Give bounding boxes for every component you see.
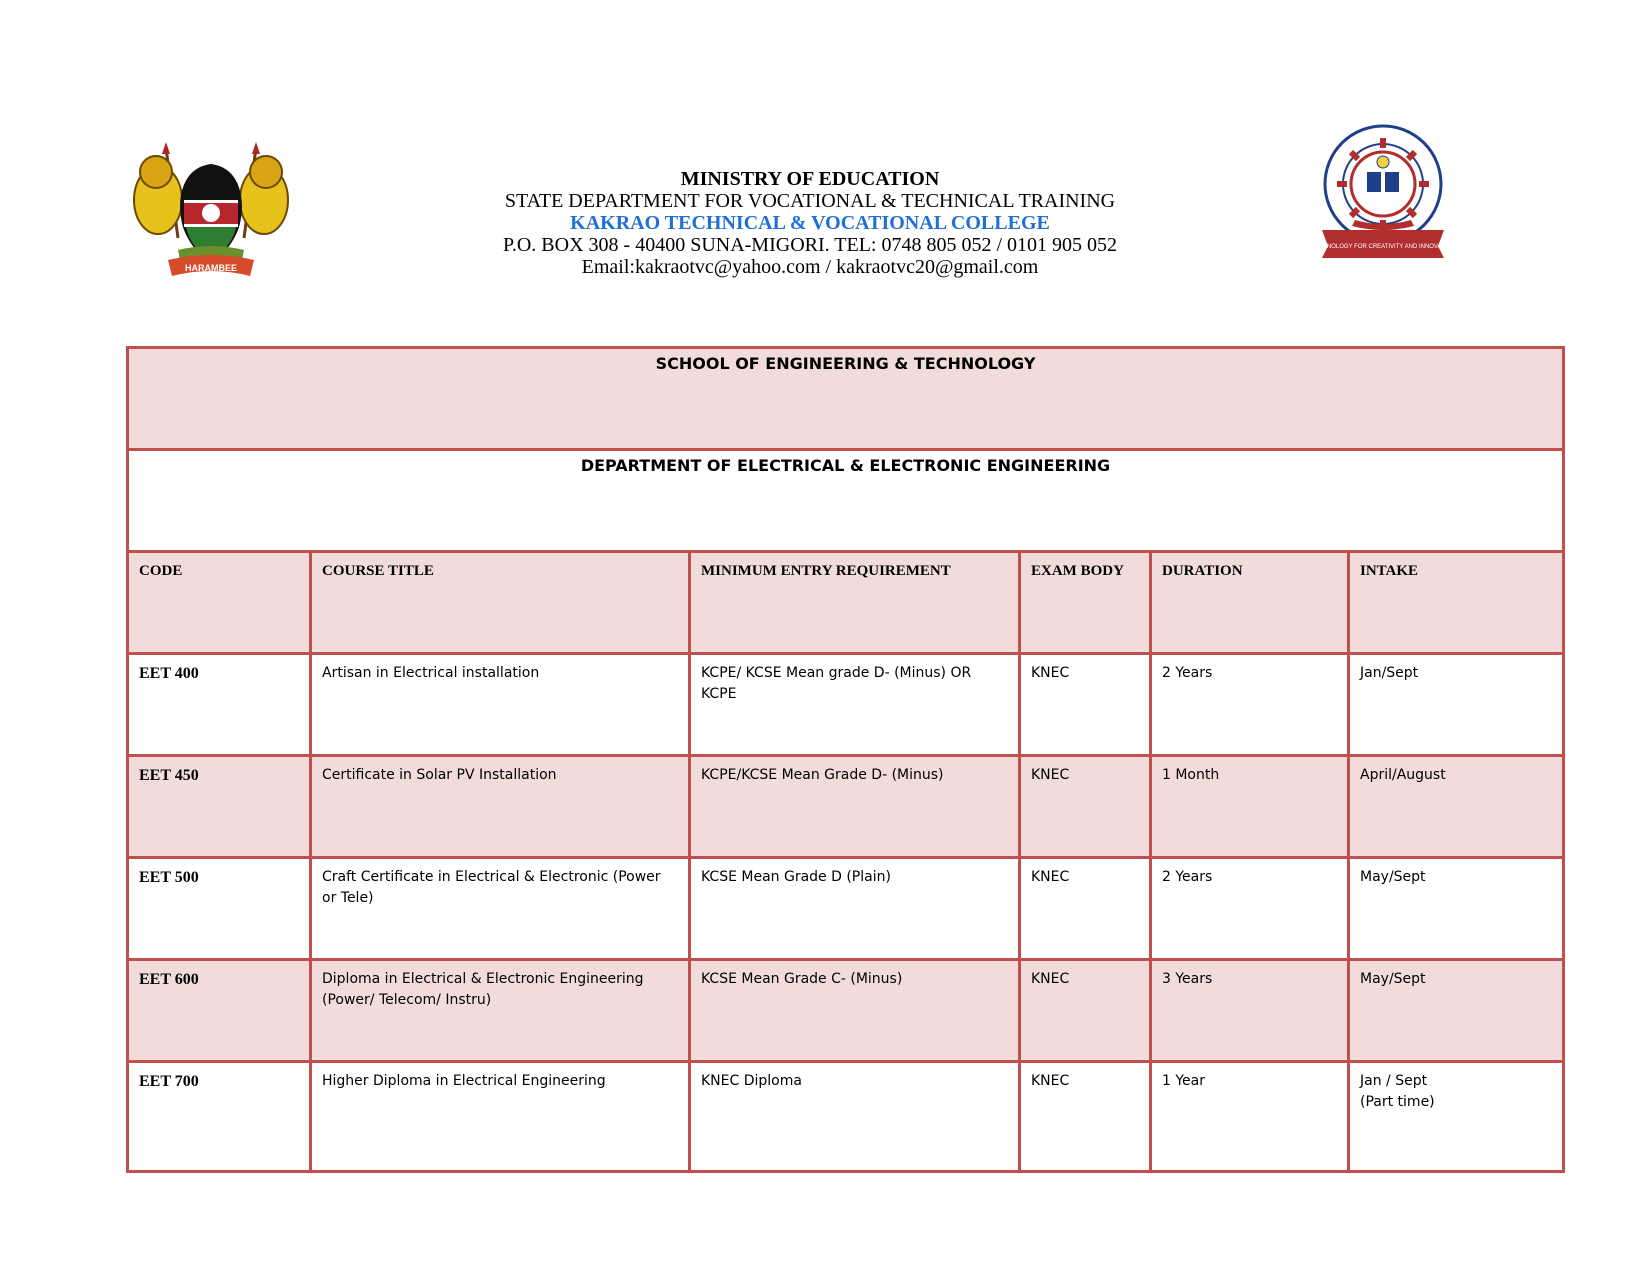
entry-requirement: KCPE/ KCSE Mean grade D- (Minus) OR KCPE	[690, 654, 1020, 756]
course-code: EET 450	[128, 756, 311, 858]
table-row	[128, 858, 1564, 960]
entry-requirement: KNEC Diploma	[690, 1062, 1020, 1172]
intake: May/Sept	[1349, 858, 1564, 960]
table-header-row	[128, 552, 1564, 654]
letterhead	[400, 168, 1220, 278]
duration: 2 Years	[1151, 654, 1349, 756]
state-department-title: STATE DEPARTMENT FOR VOCATIONAL & TECHNICAL TRAINING	[504, 190, 1116, 212]
duration: 2 Years	[1151, 858, 1349, 960]
harambee-motto: HARAMBEE	[184, 263, 238, 273]
school-title: SCHOOL OF ENGINEERING & TECHNOLOGY	[128, 348, 1564, 450]
header-code: CODE	[128, 552, 311, 654]
intake-note: (Part time)	[1360, 1094, 1435, 1110]
course-title: Higher Diploma in Electrical Engineering	[311, 1062, 690, 1172]
table-row	[128, 654, 1564, 756]
duration: 1 Year	[1151, 1062, 1349, 1172]
intake: May/Sept	[1349, 960, 1564, 1062]
intake: Jan/Sept	[1349, 654, 1564, 756]
kenya-coat-of-arms-icon	[118, 138, 304, 286]
entry-requirement: KCSE Mean Grade C- (Minus)	[690, 960, 1020, 1062]
course-code: EET 600	[128, 960, 311, 1062]
table-row	[128, 1062, 1564, 1172]
entry-requirement: KCSE Mean Grade D (Plain)	[690, 858, 1020, 960]
department-banner-row	[128, 450, 1564, 552]
course-title: Certificate in Solar PV Installation	[311, 756, 690, 858]
course-title: Craft Certificate in Electrical & Electronic (Power or Tele)	[311, 858, 690, 960]
duration: 3 Years	[1151, 960, 1349, 1062]
coat-of-arms-logo	[118, 138, 304, 286]
header-course-title: COURSE TITLE	[311, 552, 690, 654]
intake: Jan / Sept	[1360, 1073, 1428, 1089]
header-exam-body: EXAM BODY	[1020, 552, 1151, 654]
duration: 1 Month	[1151, 756, 1349, 858]
exam-body: KNEC	[1020, 756, 1151, 858]
course-code: EET 700	[128, 1062, 311, 1172]
department-title: DEPARTMENT OF ELECTRICAL & ELECTRONIC ENGINEERING	[128, 450, 1564, 552]
table-row	[128, 960, 1564, 1062]
college-name: KAKRAO TECHNICAL & VOCATIONAL COLLEGE	[570, 212, 1050, 234]
college-seal-logo	[1308, 122, 1458, 272]
header-duration: DURATION	[1151, 552, 1349, 654]
header-intake: INTAKE	[1349, 552, 1564, 654]
course-title: Artisan in Electrical installation	[311, 654, 690, 756]
course-code: EET 500	[128, 858, 311, 960]
college-seal-icon	[1308, 122, 1458, 272]
exam-body: KNEC	[1020, 858, 1151, 960]
ministry-title: MINISTRY OF EDUCATION	[680, 168, 940, 190]
header-entry-requirement: MINIMUM ENTRY REQUIREMENT	[690, 552, 1020, 654]
intake: April/August	[1349, 756, 1564, 858]
course-code: EET 400	[128, 654, 311, 756]
seal-ribbon-text: TECHNOLOGY FOR CREATIVITY AND INNOVATION	[1310, 244, 1456, 250]
email-line: Email:kakraotvc@yahoo.com / kakraotvc20@gmail.com	[581, 256, 1039, 278]
table-row	[128, 756, 1564, 858]
intake-cell	[1349, 1062, 1564, 1172]
entry-requirement: KCPE/KCSE Mean Grade D- (Minus)	[690, 756, 1020, 858]
postal-address: P.O. BOX 308 - 40400 SUNA-MIGORI. TEL: 0748 805 052 / 0101 905 052	[502, 234, 1118, 256]
course-table	[126, 346, 1565, 1173]
school-banner-row	[128, 348, 1564, 450]
exam-body: KNEC	[1020, 1062, 1151, 1172]
exam-body: KNEC	[1020, 654, 1151, 756]
exam-body: KNEC	[1020, 960, 1151, 1062]
course-title: Diploma in Electrical & Electronic Engineering (Power/ Telecom/ Instru)	[311, 960, 690, 1062]
